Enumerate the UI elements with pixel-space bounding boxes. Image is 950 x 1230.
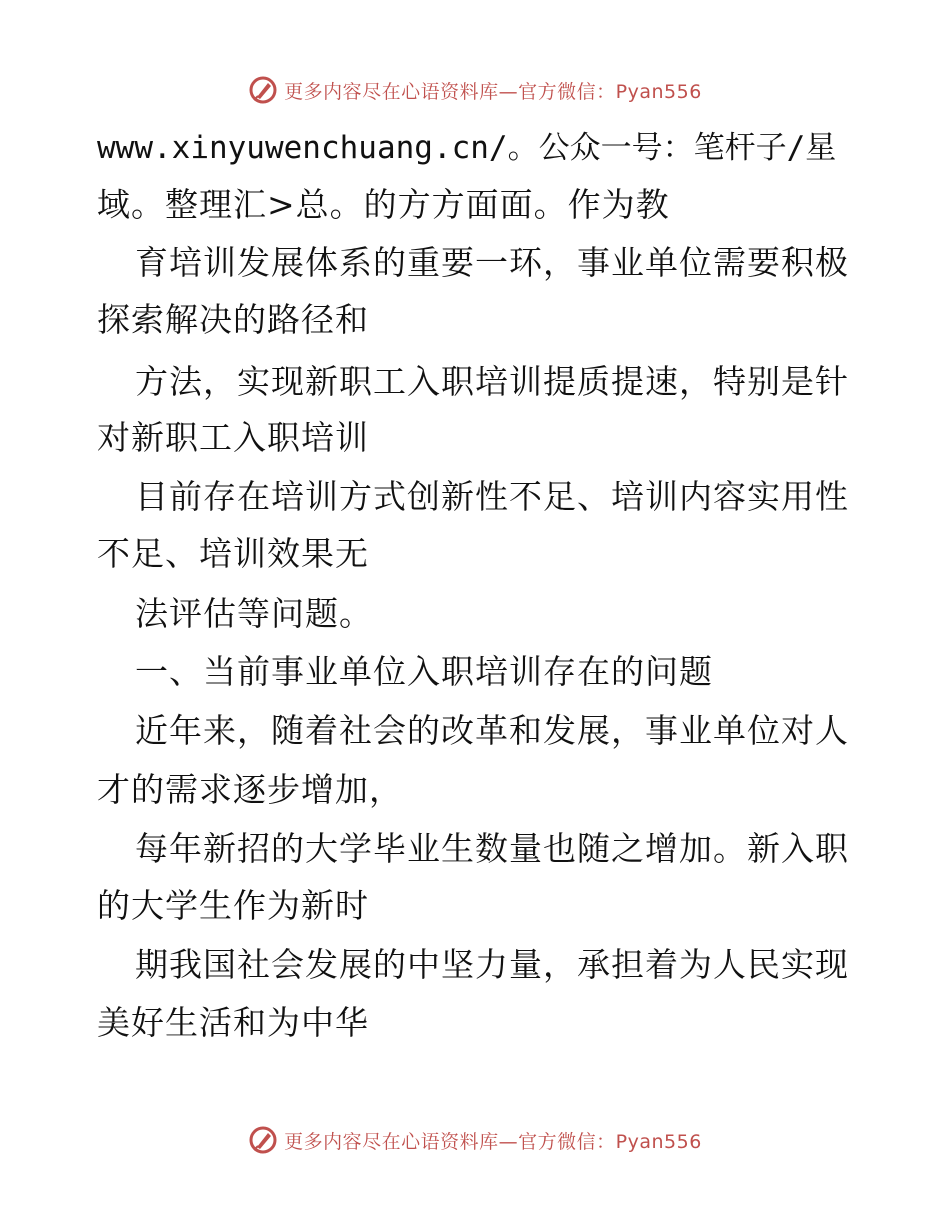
text-line: 探索解决的路径和 bbox=[97, 300, 369, 339]
text-line: 的大学生作为新时 bbox=[97, 886, 369, 925]
text-line: 方法，实现新职工入职培训提质提速，特别是针 bbox=[135, 362, 849, 401]
header-banner bbox=[0, 70, 950, 110]
text-line: www.xinyuwenchuang.cn/。公众一号：笔杆子/星 bbox=[97, 130, 837, 166]
section-heading: 一、当前事业单位入职培训存在的问题 bbox=[135, 652, 713, 691]
quill-logo-icon bbox=[248, 1125, 278, 1155]
text-line: 育培训发展体系的重要一环，事业单位需要积极 bbox=[135, 243, 849, 282]
text-line: 目前存在培训方式创新性不足、培训内容实用性 bbox=[135, 477, 849, 516]
text-line: 每年新招的大学毕业生数量也随之增加。新入职 bbox=[135, 829, 849, 868]
text-line: 才的需求逐步增加， bbox=[97, 770, 403, 809]
footer-banner-text: 更多内容尽在心语资料库—官方微信：Pyan556 bbox=[284, 1130, 702, 1153]
header-banner-text: 更多内容尽在心语资料库—官方微信：Pyan556 bbox=[284, 80, 702, 103]
footer-banner bbox=[0, 1120, 950, 1160]
text-line: 美好生活和为中华 bbox=[97, 1003, 369, 1042]
text-line: 域。整理汇>总。的方方面面。作为教 bbox=[97, 185, 670, 224]
quill-logo-icon bbox=[248, 75, 278, 105]
text-line: 对新职工入职培训 bbox=[97, 418, 369, 457]
text-line: 不足、培训效果无 bbox=[97, 534, 369, 573]
text-line: 期我国社会发展的中坚力量，承担着为人民实现 bbox=[135, 945, 849, 984]
text-line: 法评估等问题。 bbox=[135, 594, 373, 633]
text-line: 近年来，随着社会的改革和发展，事业单位对人 bbox=[135, 711, 849, 750]
